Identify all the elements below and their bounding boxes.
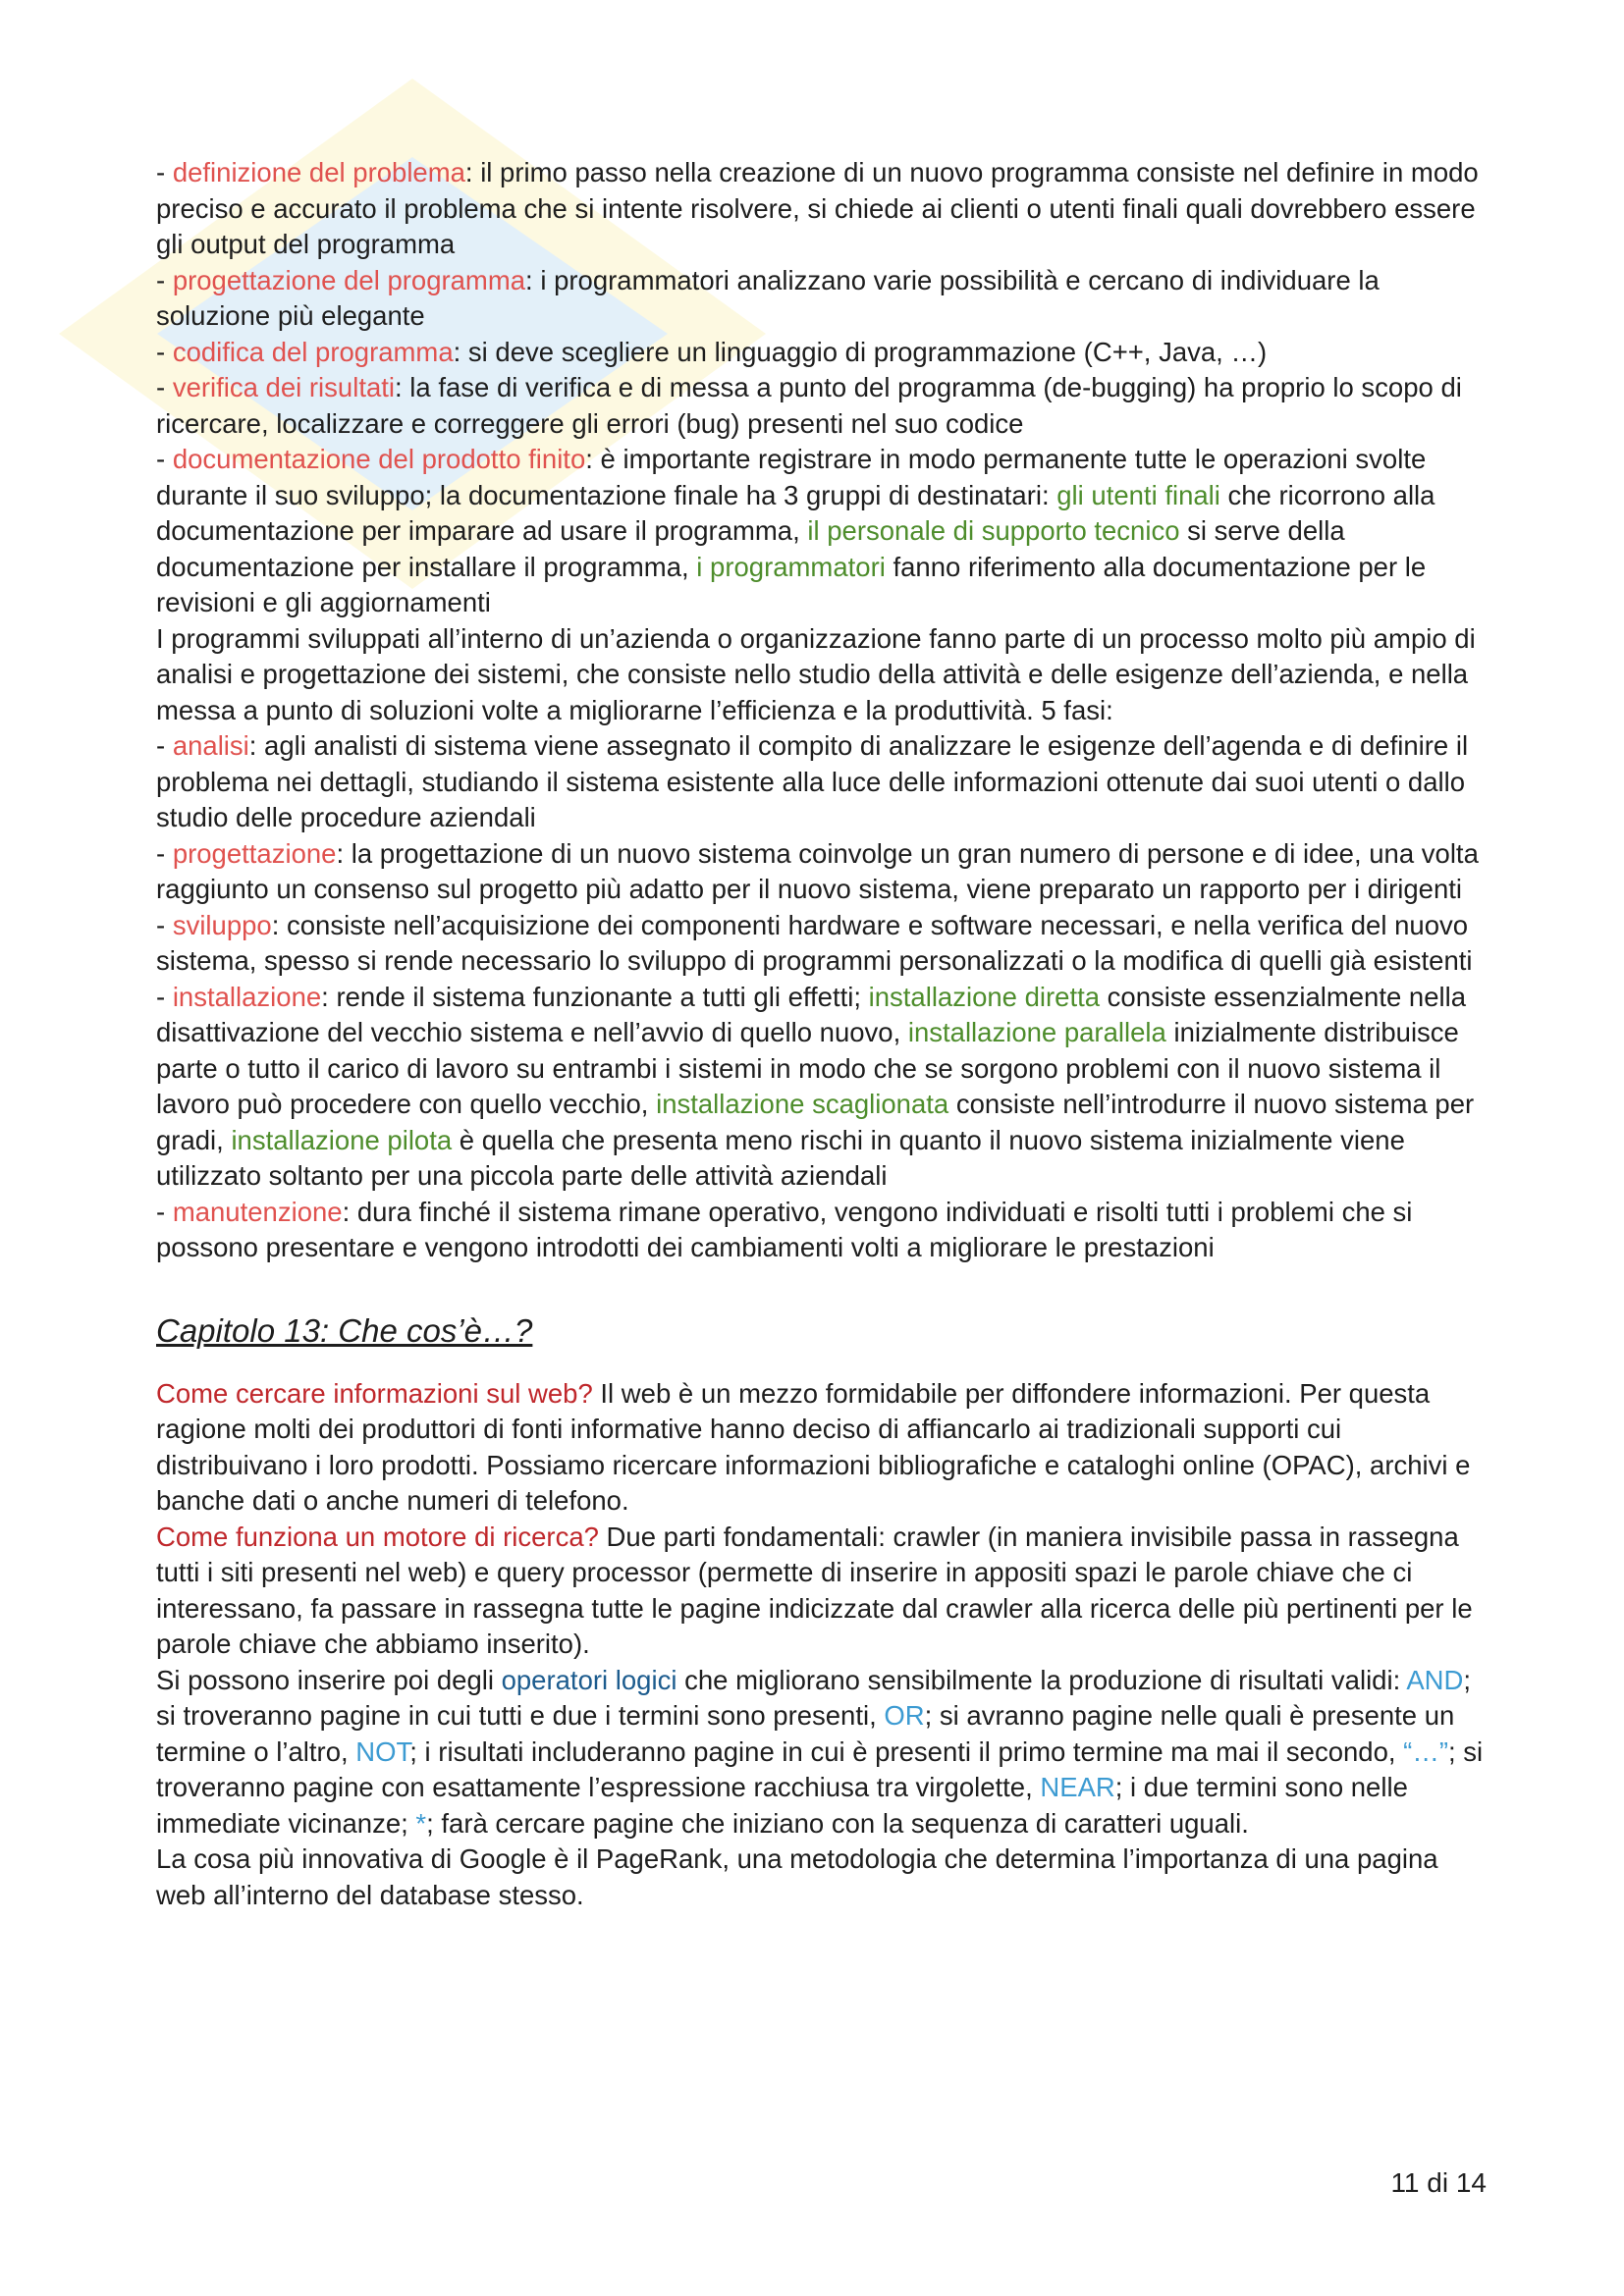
- list-item-verifica: - verifica dei risultati: la fase di verifica e di messa a punto del programma (de-bugging) ha proprio lo scopo di ricercare, localizzare e correggere gli errori (bug) presenti nel suo codice: [156, 372, 1462, 439]
- term-label: progettazione del programma: [172, 264, 526, 295]
- list-item-definizione: - definizione del problema: il primo passo nella creazione di un nuovo programma consiste nel definire in modo preciso e accurato il problema che si intente risolvere, si chiede ai clienti o utenti finali quali dovrebbero essere gli output del programma: [156, 157, 1479, 259]
- highlight-term: i programmatori: [696, 551, 886, 582]
- list-item-codifica: - codifica del programma: si deve scegliere un linguaggio di programmazione (C++, Java, …): [156, 336, 1268, 367]
- list-item-manutenzione: - manutenzione: dura finché il sistema rimane operativo, vengono individuati e risolti tutti i problemi che si possono presentare e vengono introdotti dei cambiamenti volti a migliorare le prestazioni: [156, 1196, 1413, 1262]
- highlight-term: installazione scaglionata: [656, 1089, 949, 1119]
- term-label: installazione: [172, 981, 322, 1012]
- intro-paragraph: I programmi sviluppati all’interno di un’azienda o organizzazione fanno parte di un processo molto più ampio di analisi e progettazione dei sistemi, che consiste nello studio della attività e delle esigenze dell’azienda, e nella messa a punto di soluzioni volte a migliorarne l’efficienza e la produttività. 5 fasi:: [156, 622, 1476, 725]
- list-item-documentazione: - documentazione del prodotto finito: è importante registrare in modo permanente tutte le operazioni svolte durante il suo sviluppo; la documentazione finale ha 3 gruppi di destinatari: gli utenti finali che ricorrono alla documentazione per imparare ad usare il programma, il personale di supporto tecnico si serve della documentazione per installare il programma, i programmatori fanno riferimento alla documentazione per le revisioni e gli aggiornamenti: [156, 444, 1435, 617]
- term-label: sviluppo: [172, 909, 272, 940]
- operator-term: *: [415, 1807, 427, 1839]
- term-label: analisi: [172, 730, 249, 761]
- document-body: [156, 155, 1491, 1913]
- highlight-term: installazione pilota: [231, 1124, 453, 1155]
- highlight-term: gli utenti finali: [1056, 479, 1220, 510]
- search-engine-paragraph: Come funziona un motore di ricerca? Due parti fondamentali: crawler (in maniera invisibile passa in rassegna tutti i siti presenti nel web) e query processor (permette di inserire in appositi spazi le parole chiave che ci interessano, fa passare in rassegna tutte le pagine indicizzate dal crawler alla ricerca delle più pertinenti per le parole chiave che abbiamo inserito).: [156, 1521, 1473, 1659]
- web-search-paragraph: Come cercare informazioni sul web? Il web è un mezzo formidabile per diffondere informazioni. Per questa ragione molti dei produttori di fonti informative hanno deciso di affiancarlo ai tradizionali supporti cui distribuivano i loro prodotti. Possiamo ricercare informazioni bibliografiche e cataloghi online (OPAC), archivi e banche dati o anche numeri di telefono.: [156, 1377, 1471, 1516]
- list-item-installazione: - installazione: rende il sistema funzionante a tutti gli effetti; installazione diretta consiste essenzialmente nella disattivazione del vecchio sistema e nell’avvio di quello nuovo, installazione parallela inizialmente distribuisce parte o tutto il carico di lavoro su entrambi i sistemi in modo che se sorgono problemi con il nuovo sistema il lavoro può procedere con quello vecchio, installazione scaglionata consiste nell’introdurre il nuovo sistema per gradi, installazione pilota è quella che presenta meno rischi in quanto il nuovo sistema inizialmente viene utilizzato soltanto per una piccola parte delle attività aziendali: [156, 981, 1475, 1191]
- operator-term: “…”: [1403, 1735, 1448, 1767]
- list-item-progettazione: - progettazione: la progettazione di un nuovo sistema coinvolge un gran numero di persone e di idee, una volta raggiunto un consenso sul progetto più adatto per il nuovo sistema, viene preparato un rapporto per i dirigenti: [156, 837, 1479, 904]
- pagerank-paragraph: La cosa più innovativa di Google è il PageRank, una metodologia che determina l’importanza di una pagina web all’interno del database stesso.: [156, 1843, 1438, 1910]
- operator-term: NOT: [355, 1735, 410, 1767]
- question-heading: Come cercare informazioni sul web?: [156, 1377, 593, 1409]
- question-heading: Come funziona un motore di ricerca?: [156, 1521, 599, 1552]
- operator-term: AND: [1406, 1664, 1464, 1695]
- term-label: definizione del problema: [172, 157, 465, 187]
- page-number: 11 di 14: [1390, 2167, 1487, 2198]
- highlight-term: il personale di supporto tecnico: [807, 515, 1180, 546]
- highlight-term: installazione diretta: [868, 981, 1101, 1012]
- list-item-analisi: - analisi: agli analisti di sistema viene assegnato il compito di analizzare le esigenze dell’agenda e di definire il problema nei dettagli, studiando il sistema esistente alla luce delle informazioni ottenute dai suoi utenti o dallo studio delle procedure aziendali: [156, 730, 1469, 832]
- term-label: codifica del programma: [172, 336, 454, 367]
- term-label: verifica dei risultati: [172, 372, 396, 402]
- list-item-sviluppo: - sviluppo: consiste nell’acquisizione dei componenti hardware e software necessari, e nella verifica del nuovo sistema, spesso si rende necessario lo sviluppo di programmi personalizzati o la modifica di quelli già esistenti: [156, 909, 1473, 976]
- highlight-term: installazione parallela: [907, 1017, 1166, 1047]
- operator-term: NEAR: [1040, 1772, 1115, 1802]
- term-label: manutenzione: [172, 1196, 343, 1227]
- term-label: documentazione del prodotto finito: [172, 444, 586, 474]
- operator-term: operatori logici: [501, 1664, 677, 1695]
- chapter-title: Capitolo 13: Che cos’è…?: [156, 1311, 533, 1349]
- operator-term: OR: [884, 1700, 925, 1731]
- list-item-progettazione-programma: - progettazione del programma: i programmatori analizzano varie possibilità e cercano di individuare la soluzione più elegante: [156, 264, 1380, 331]
- term-label: progettazione: [172, 837, 337, 869]
- logical-operators-paragraph: Si possono inserire poi degli operatori logici che migliorano sensibilmente la produzione di risultati validi: AND; si troveranno pagine in cui tutti e due i termini sono presenti, OR; si avranno pagine nelle quali è presente un termine o l’altro, NOT; i risultati includeranno pagine in cui è presenti il primo termine ma mai il secondo, “…”; si troveranno pagine con esattamente l’espressione racchiusa tra virgolette, NEAR; i due termini sono nelle immediate vicinanze; *; farà cercare pagine che iniziano con la sequenza di caratteri uguali.: [156, 1664, 1484, 1839]
